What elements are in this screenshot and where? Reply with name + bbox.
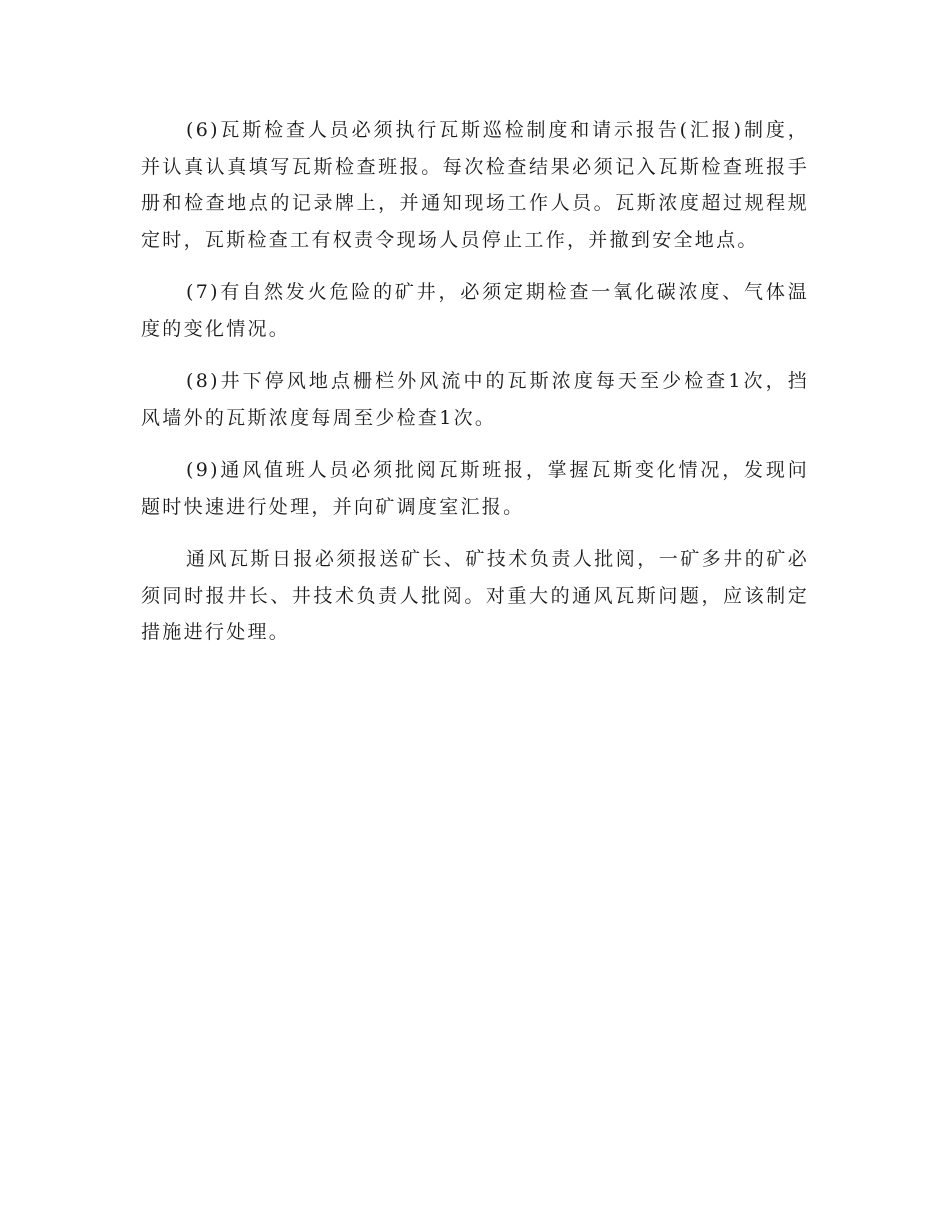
paragraph-ventilation-duty-staff: (9)通风值班人员必须批阅瓦斯班报，掌握瓦斯变化情况，发现问题时快速进行处理，并向矿调度室汇报。 xyxy=(141,459,809,518)
paragraph-spontaneous-combustion: (7)有自然发火危险的矿井，必须定期检查一氧化碳浓度、气体温度的变化情况。 xyxy=(141,281,809,340)
paragraph-gas-inspection-duty: (6)瓦斯检查人员必须执行瓦斯巡检制度和请示报告(汇报)制度，并认真认真填写瓦斯检查班报。每次检查结果必须记入瓦斯检查班报手册和检查地点的记录牌上，并通知现场工作人员。瓦斯浓度超过规程规定时，瓦斯检查工有权责令现场人员停止工作，并撤到安全地点。 xyxy=(141,119,809,251)
paragraph-daily-report-approval: 通风瓦斯日报必须报送矿长、矿技术负责人批阅，一矿多井的矿必须同时报井长、井技术负责人批阅。对重大的通风瓦斯问题，应该制定措施进行处理。 xyxy=(141,548,809,643)
document-body xyxy=(141,112,809,667)
paragraph-stopped-ventilation-check: (8)井下停风地点栅栏外风流中的瓦斯浓度每天至少检查1次，挡风墙外的瓦斯浓度每周至少检查1次。 xyxy=(141,370,809,429)
